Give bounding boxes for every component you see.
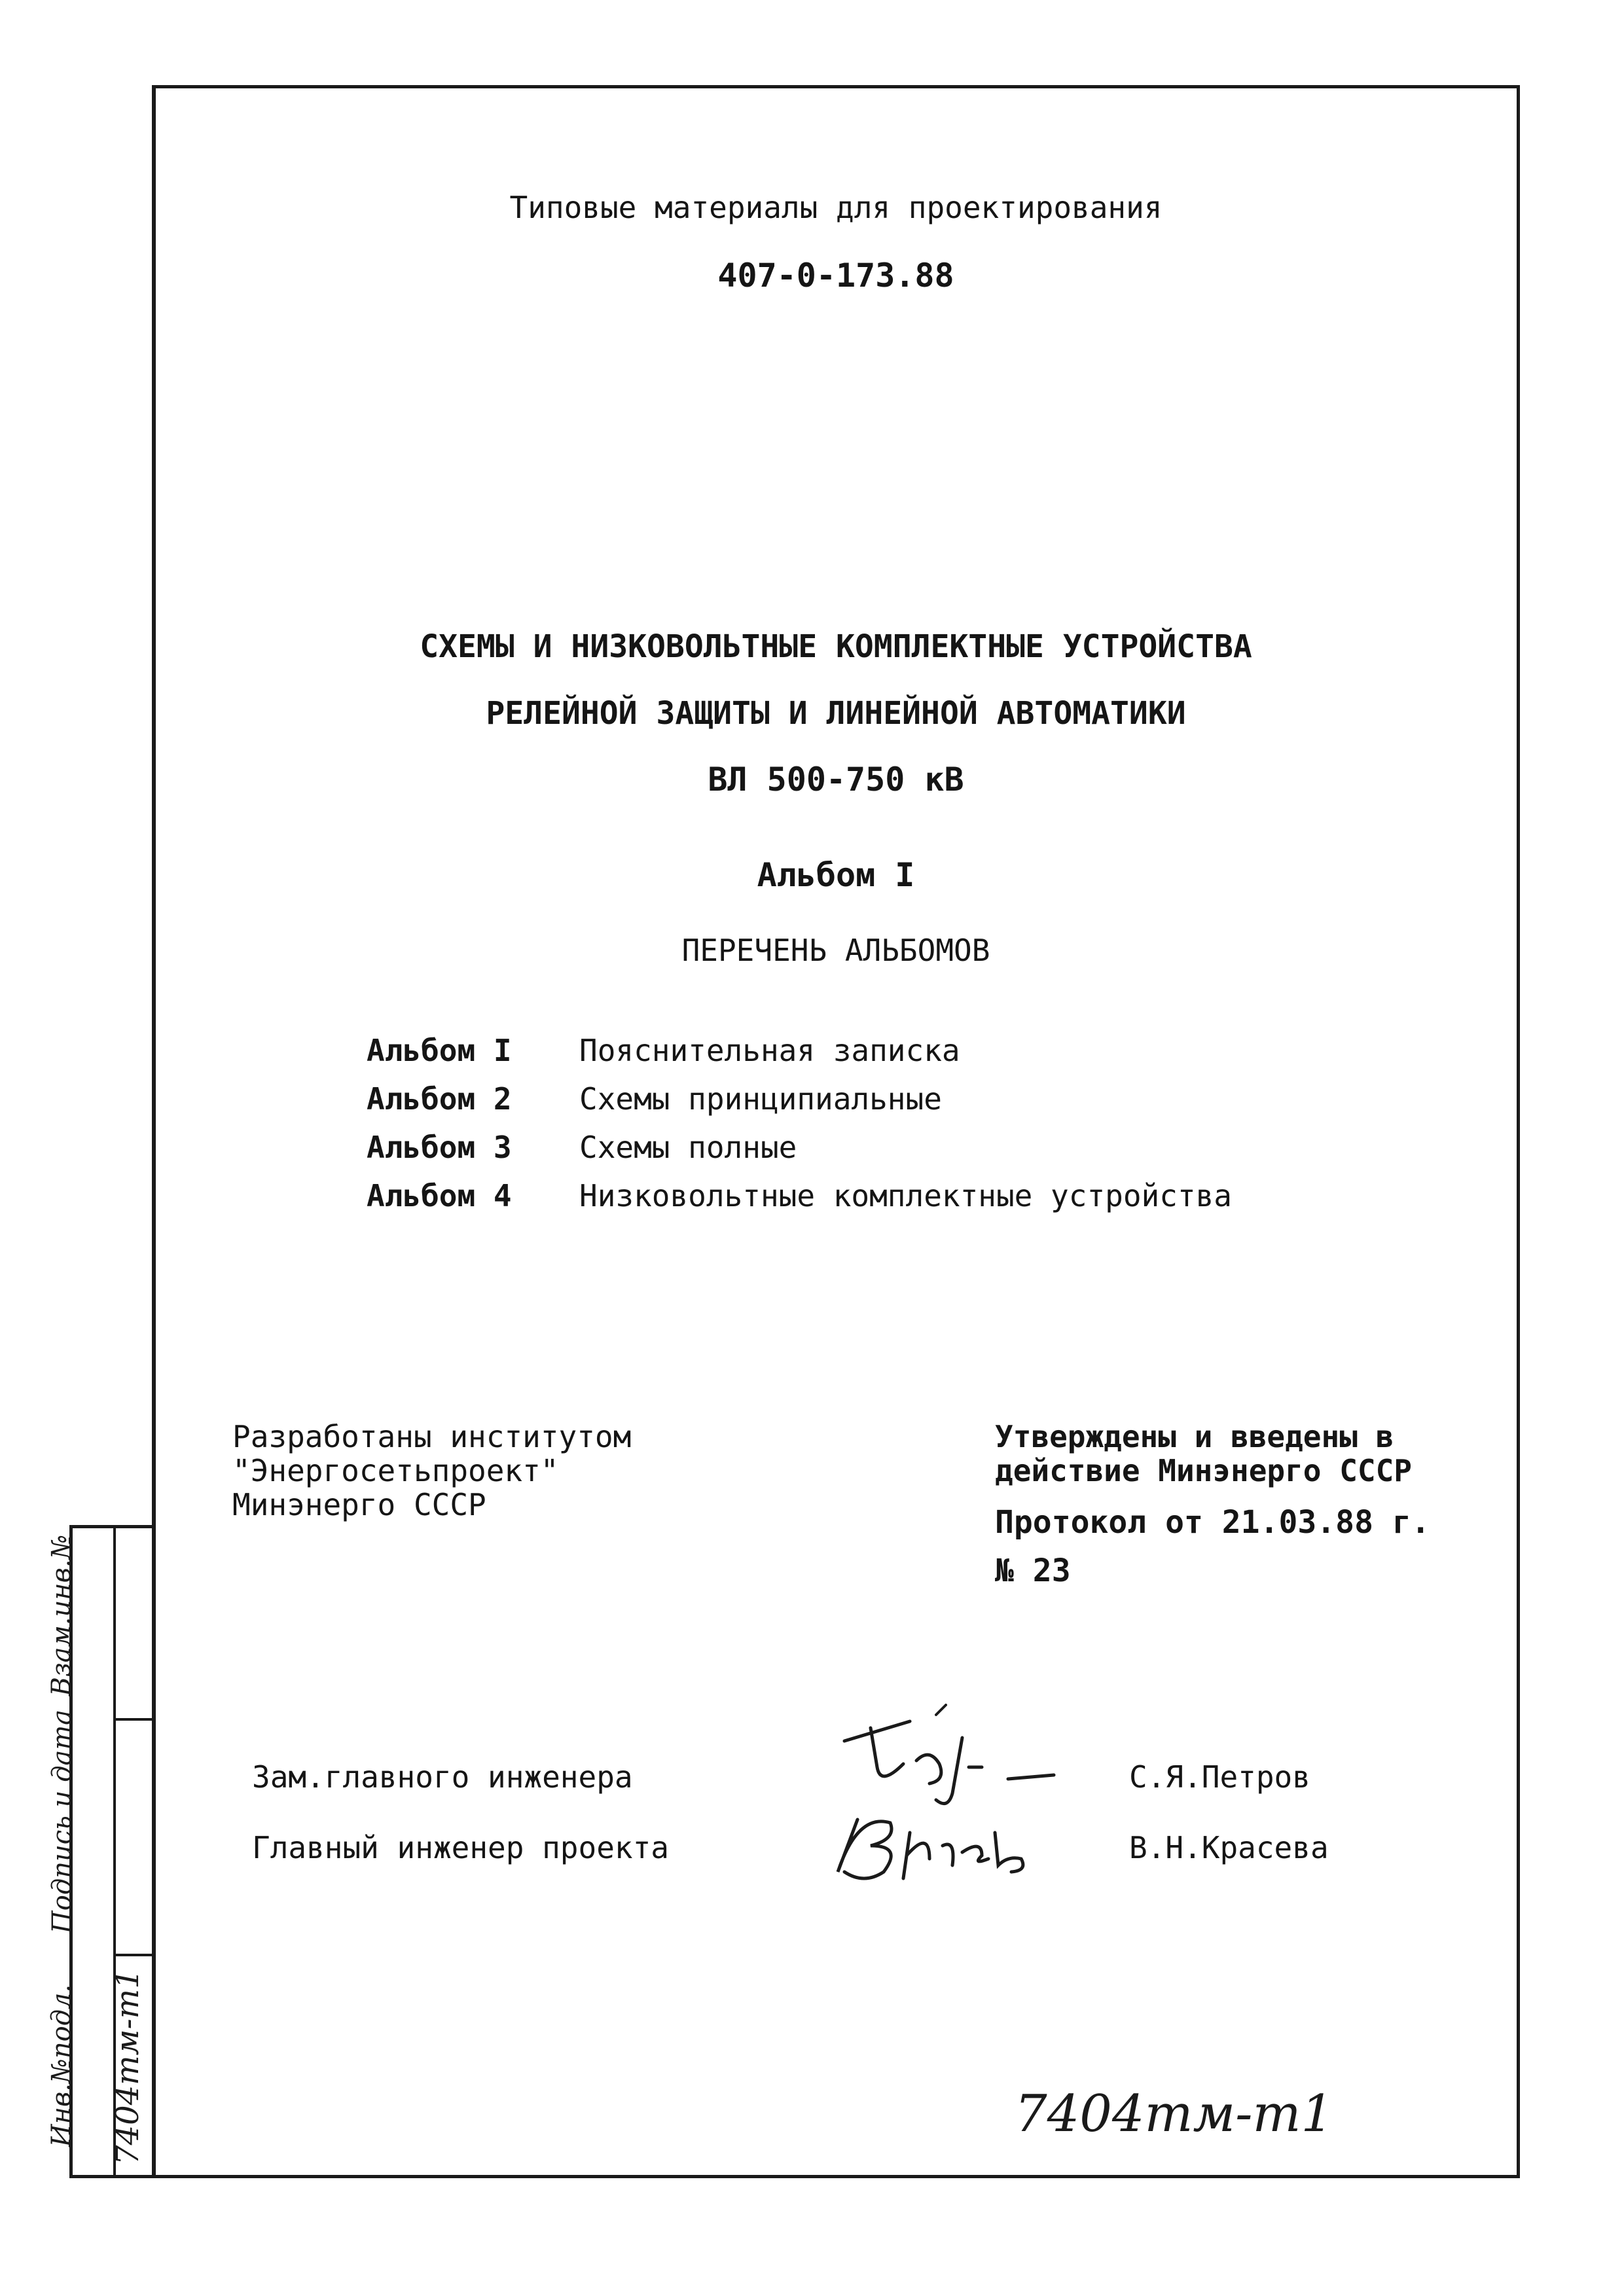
signature-role: Главный инженер проекта (252, 1830, 669, 1865)
approval-line-2: действие Минэнерго СССР (995, 1453, 1412, 1488)
approval-number: № 23 (995, 1552, 1071, 1589)
stamp-row-line (113, 1954, 154, 1956)
signature-kraseva (831, 1793, 1080, 1898)
developer-line-2: "Энергосетьпроект" (232, 1453, 559, 1488)
album-label: Альбом I (367, 1033, 512, 1068)
stamp-row-line (113, 1718, 154, 1721)
series-title: Типовые материалы для проектирования (509, 190, 1163, 225)
signature-petrov (831, 1702, 1067, 1806)
album-label: Альбом 3 (367, 1130, 512, 1165)
stamp-label-signature-date: Подпись и дата (47, 1709, 77, 1934)
signature-name: В.Н.Красева (1129, 1830, 1329, 1865)
albums-list-heading: ПЕРЕЧЕНЬ АЛЬБОМОВ (681, 933, 990, 968)
album-title: Схемы принципиальные (579, 1081, 942, 1117)
approval-protocol: Протокол от 21.03.88 г. (995, 1504, 1430, 1541)
approval-line-1: Утверждены и введены в (995, 1419, 1394, 1454)
album-title: Низковольтные комплектные устройства (579, 1178, 1232, 1213)
album-title: Пояснительная записка (579, 1033, 960, 1068)
stamp-label-inventory: Инв.№подл. (46, 1984, 77, 2147)
signature-role: Зам.главного инженера (252, 1759, 633, 1795)
archive-number: 7404тм-т1 (1015, 2085, 1334, 2144)
document-code: 407-0-173.88 (717, 257, 954, 295)
album-number: Альбом I (757, 856, 915, 894)
stamp-inventory-value: 7404тм-т1 (109, 1969, 146, 2165)
album-title: Схемы полные (579, 1130, 797, 1165)
developer-line-3: Минэнерго СССР (232, 1487, 486, 1522)
title-line-3: ВЛ 500-750 кВ (708, 761, 964, 798)
stamp-label-replacement: Взам.инв.№ (46, 1534, 77, 1696)
album-label: Альбом 4 (367, 1178, 512, 1213)
album-label: Альбом 2 (367, 1081, 512, 1117)
signature-name: С.Я.Петров (1129, 1759, 1310, 1795)
title-line-1: СХЕМЫ И НИЗКОВОЛЬТНЫЕ КОМПЛЕКТНЫЕ УСТРОЙСТВА (420, 628, 1252, 665)
developer-line-1: Разработаны институтом (232, 1419, 632, 1454)
title-line-2: РЕЛЕЙНОЙ ЗАЩИТЫ И ЛИНЕЙНОЙ АВТОМАТИКИ (486, 695, 1186, 732)
